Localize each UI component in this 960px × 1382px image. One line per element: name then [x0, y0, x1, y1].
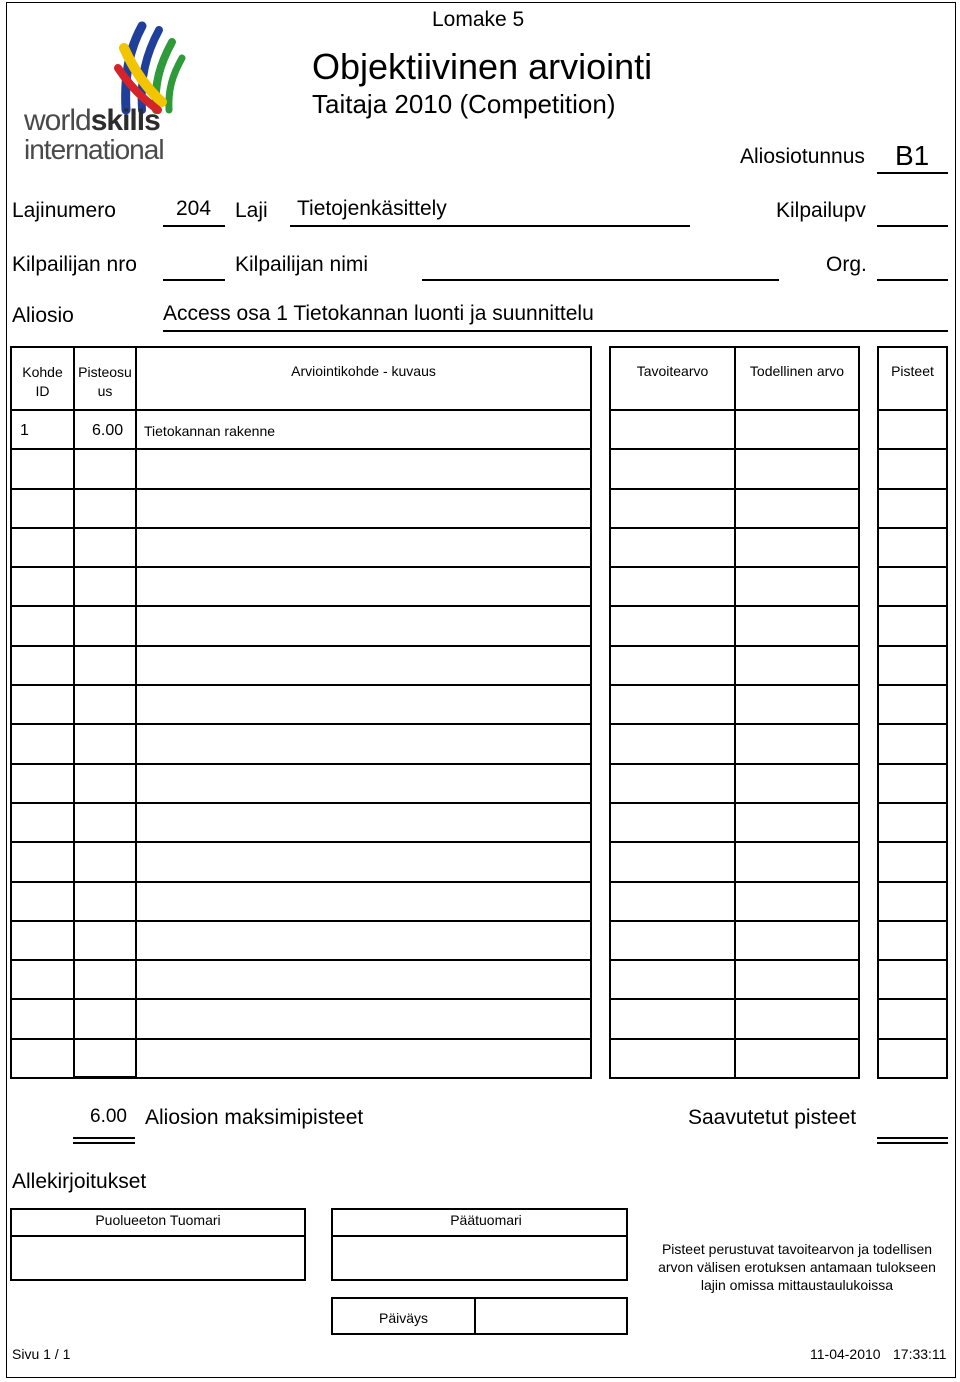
table-row [10, 802, 592, 804]
table-row [877, 1038, 948, 1040]
competitor-number-label: Kilpailijan nro [12, 253, 137, 276]
table-row [10, 605, 592, 607]
table-row [609, 802, 860, 804]
date-label: Päiväys [378, 1310, 429, 1326]
table-row [10, 645, 592, 647]
table-row [877, 881, 948, 883]
table-row [877, 527, 948, 529]
table-row [877, 684, 948, 686]
competition-day-label: Kilpailupv [776, 199, 866, 222]
row-1-description: Tietokannan rakenne [144, 423, 276, 439]
table-row [609, 488, 860, 490]
table-row [10, 566, 592, 568]
table-row [10, 841, 592, 843]
neutral-judge-divider [10, 1235, 306, 1237]
table-row [10, 684, 592, 686]
table-row [10, 881, 592, 883]
max-points-box [73, 1076, 137, 1078]
table-row [877, 488, 948, 490]
table-row [10, 488, 592, 490]
skill-number-line [163, 225, 225, 227]
skill-number-value: 204 [176, 197, 212, 220]
sub-criterion-id-value: B1 [895, 140, 930, 171]
page-subtitle: Taitaja 2010 (Competition) [312, 89, 616, 119]
table-row [609, 1038, 860, 1040]
col-divider-points [135, 346, 137, 1079]
signatures-title: Allekirjoitukset [12, 1170, 147, 1193]
table-score-box [877, 346, 948, 1079]
max-points-value: 6.00 [90, 1106, 127, 1127]
table-row [609, 998, 860, 1000]
skill-line [290, 225, 690, 227]
table-row [877, 920, 948, 922]
achieved-points-underline[interactable] [877, 1137, 948, 1144]
competition-day-line[interactable] [877, 225, 948, 227]
table-row [10, 409, 592, 411]
footer-date: 11-04-2010 [810, 1346, 881, 1362]
table-row [609, 841, 860, 843]
logo-swoosh-icon [22, 18, 192, 118]
org-label: Org. [826, 253, 867, 276]
table-row [877, 998, 948, 1000]
table-row [10, 763, 592, 765]
table-row [609, 723, 860, 725]
logo-world-text: world [24, 104, 91, 137]
row-1-id: 1 [20, 422, 29, 439]
chief-judge-divider [331, 1235, 628, 1237]
achieved-points-label: Saavutetut pisteet [688, 1106, 857, 1129]
competitor-number-line[interactable] [163, 279, 225, 281]
logo-skills-text: skills [90, 104, 160, 137]
table-row [10, 448, 592, 450]
footer-time: 17:33:11 [893, 1346, 947, 1362]
neutral-judge-label: Puolueeton Tuomari [95, 1212, 221, 1228]
skill-value: Tietojenkäsittely [297, 197, 447, 220]
table-row [10, 1038, 592, 1040]
form-label: Lomake 5 [432, 8, 525, 31]
table-row [877, 723, 948, 725]
table-row [609, 527, 860, 529]
table-row [10, 959, 592, 961]
sub-criterion-id-label: Aliosiotunnus [740, 145, 865, 168]
table-row [609, 763, 860, 765]
table-main-box [10, 346, 592, 1079]
col-header-target: Tavoitearvo [636, 363, 709, 379]
sub-criterion-line [163, 330, 948, 332]
table-row [609, 684, 860, 686]
worldskills-logo [22, 18, 192, 168]
table-row [877, 409, 948, 411]
org-line[interactable] [877, 279, 948, 281]
table-row [10, 723, 592, 725]
table-row [609, 881, 860, 883]
table-row [877, 566, 948, 568]
max-points-label: Aliosion maksimipisteet [145, 1106, 364, 1129]
skill-number-label: Lajinumero [12, 199, 116, 222]
table-row [609, 448, 860, 450]
col-header-description: Arviointikohde - kuvaus [291, 363, 436, 379]
chief-judge-label: Päätuomari [450, 1212, 522, 1228]
col-header-actual: Todellinen arvo [749, 363, 845, 379]
skill-label: Laji [235, 199, 268, 222]
table-row [877, 763, 948, 765]
col-header-id: Kohde ID [22, 364, 63, 399]
max-points-underline [73, 1137, 135, 1144]
table-row [10, 998, 592, 1000]
row-1-points: 6.00 [92, 422, 124, 439]
table-row [877, 841, 948, 843]
table-row [10, 920, 592, 922]
table-row [609, 409, 860, 411]
sub-criterion-id-line [877, 172, 948, 174]
table-row [877, 802, 948, 804]
table-row [10, 527, 592, 529]
competitor-name-line[interactable] [422, 279, 779, 281]
col-header-score: Pisteet [891, 363, 934, 379]
table-row [877, 448, 948, 450]
table-row [609, 645, 860, 647]
table-row [609, 920, 860, 922]
col-divider-id [73, 346, 75, 1079]
page-title: Objektiivinen arviointi [312, 46, 653, 87]
table-row [877, 645, 948, 647]
col-divider-values [734, 346, 736, 1079]
table-row [609, 605, 860, 607]
page-number: Sivu 1 / 1 [12, 1346, 71, 1362]
sub-criterion-label: Aliosio [12, 304, 74, 327]
sub-criterion-value: Access osa 1 Tietokannan luonti ja suunnittelu [163, 302, 594, 325]
competitor-name-label: Kilpailijan nimi [235, 253, 369, 276]
score-note: Pisteet perustuvat tavoitearvon ja todellisen arvon välisen erotuksen antamaan tulokseen lajin omissa mittaustaulukoissa [658, 1241, 936, 1293]
table-row [877, 959, 948, 961]
col-header-points: Pisteosu us [78, 364, 132, 399]
table-row [877, 605, 948, 607]
logo-international-text: international [24, 134, 164, 165]
table-row [609, 566, 860, 568]
table-row [609, 959, 860, 961]
